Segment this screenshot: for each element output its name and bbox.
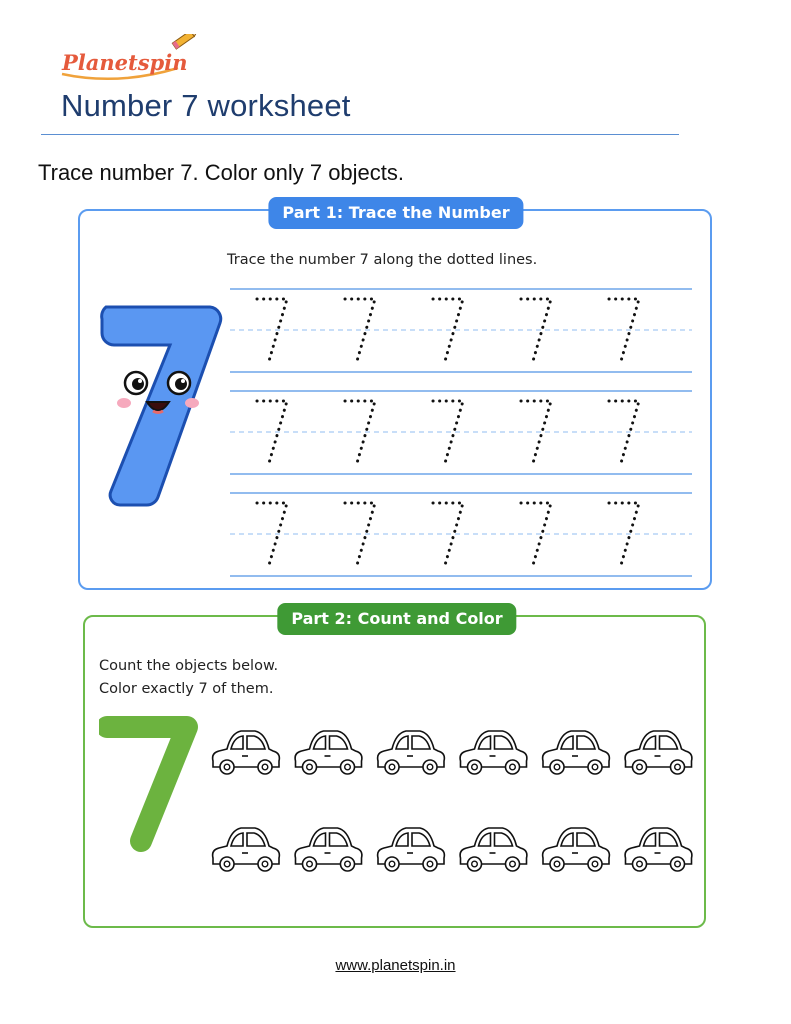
car-outline-icon[interactable] bbox=[543, 828, 610, 871]
car-outline-icon[interactable] bbox=[460, 731, 527, 774]
car-outline-icon[interactable] bbox=[378, 828, 445, 871]
part1-panel bbox=[78, 203, 712, 590]
dotted-seven[interactable] bbox=[609, 299, 639, 361]
part2-instruction-line2: Color exactly 7 of them. bbox=[99, 681, 274, 697]
cars-grid bbox=[203, 721, 695, 887]
part1-instruction: Trace the number 7 along the dotted lines. bbox=[227, 252, 538, 268]
car-outline-icon[interactable] bbox=[625, 828, 692, 871]
tracing-area bbox=[230, 281, 696, 581]
title-divider bbox=[41, 134, 679, 135]
pencil-icon bbox=[172, 34, 198, 49]
smiling-seven-mascot bbox=[96, 301, 224, 507]
car-outline-icon[interactable] bbox=[213, 828, 280, 871]
car-outline-icon[interactable] bbox=[543, 731, 610, 774]
worksheet-instructions: Trace number 7. Color only 7 objects. bbox=[38, 160, 405, 185]
car-outline-icon[interactable] bbox=[213, 731, 280, 774]
dotted-seven[interactable] bbox=[609, 503, 639, 565]
part1-title: Part 1: Trace the Number bbox=[268, 197, 523, 229]
planetspin-logo bbox=[58, 34, 198, 86]
car-outline-icon[interactable] bbox=[625, 731, 692, 774]
page-title: Number 7 worksheet bbox=[61, 88, 351, 123]
part2-instruction bbox=[99, 655, 278, 701]
part2-panel bbox=[83, 609, 706, 928]
dotted-seven[interactable] bbox=[609, 401, 639, 463]
part2-instruction-line1: Count the objects below. bbox=[99, 658, 279, 674]
part2-title: Part 2: Count and Color bbox=[277, 603, 516, 635]
car-outline-icon[interactable] bbox=[295, 828, 362, 871]
car-outline-icon[interactable] bbox=[378, 731, 445, 774]
footer-link[interactable]: www.planetspin.in bbox=[335, 957, 456, 974]
logo-text: Planetspin bbox=[62, 50, 188, 75]
green-digit-seven bbox=[99, 713, 199, 853]
car-outline-icon[interactable] bbox=[460, 828, 527, 871]
car-outline-icon[interactable] bbox=[295, 731, 362, 774]
